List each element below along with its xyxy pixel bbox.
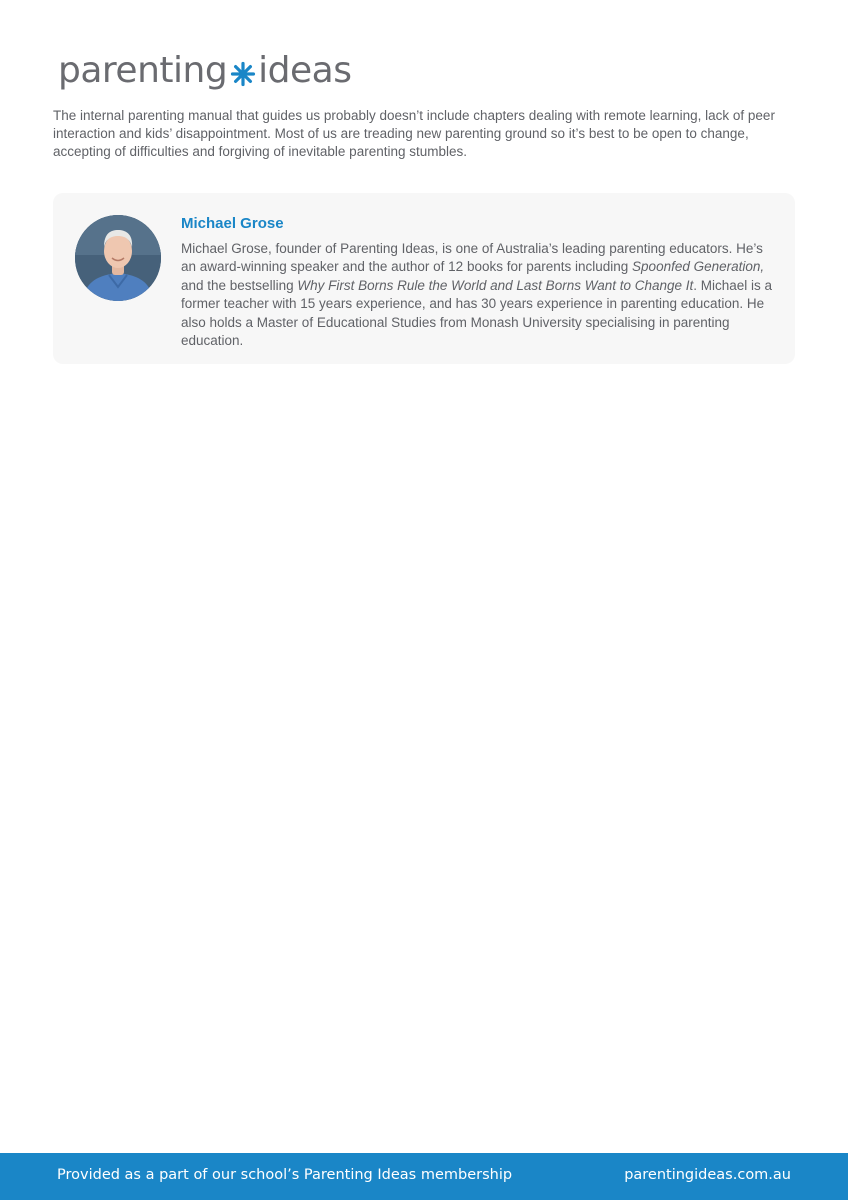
footer-membership-text: Provided as a part of our school’s Parenting Ideas membership [57, 1167, 513, 1183]
logo-text-parenting: parenting [58, 50, 228, 91]
footer-website-link[interactable]: parentingideas.com.au [624, 1167, 791, 1183]
book-title-why-first-borns: Why First Borns Rule the World and Last Borns Want to Change It [297, 277, 694, 293]
footer-bar [0, 1153, 848, 1200]
author-bio-text-3: . Michael is a former teacher with 15 years experience, and has 30 years experience in parenting education. He also holds a Master of Educational Studies from Monash University specialising in parenting education. [181, 277, 773, 349]
book-title-spoonfed-generation: Spoonfed Generation, [632, 259, 765, 275]
author-bio-text-1: Michael Grose, founder of Parenting Ideas, is one of Australia’s leading parenting educators. He’s an award-winning speaker and the author of 12 books for parents including [181, 241, 763, 275]
asterisk-star-icon [230, 61, 256, 87]
intro-paragraph: The internal parenting manual that guides us probably doesn’t include chapters dealing with remote learning, lack of peer interaction and kids’ disappointment. Most of us are treading new parenting ground so it’s best to be open to change, accepting of difficulties and forgiving of inevitable parenting stumbles. [53, 108, 775, 159]
author-bio-card [53, 193, 795, 364]
author-name: Michael Grose [181, 215, 284, 232]
author-bio [181, 240, 777, 350]
author-avatar [75, 215, 161, 301]
logo-text-ideas: ideas [258, 50, 352, 91]
parenting-ideas-logo [58, 48, 352, 94]
author-bio-text-2: and the bestselling [181, 277, 298, 293]
